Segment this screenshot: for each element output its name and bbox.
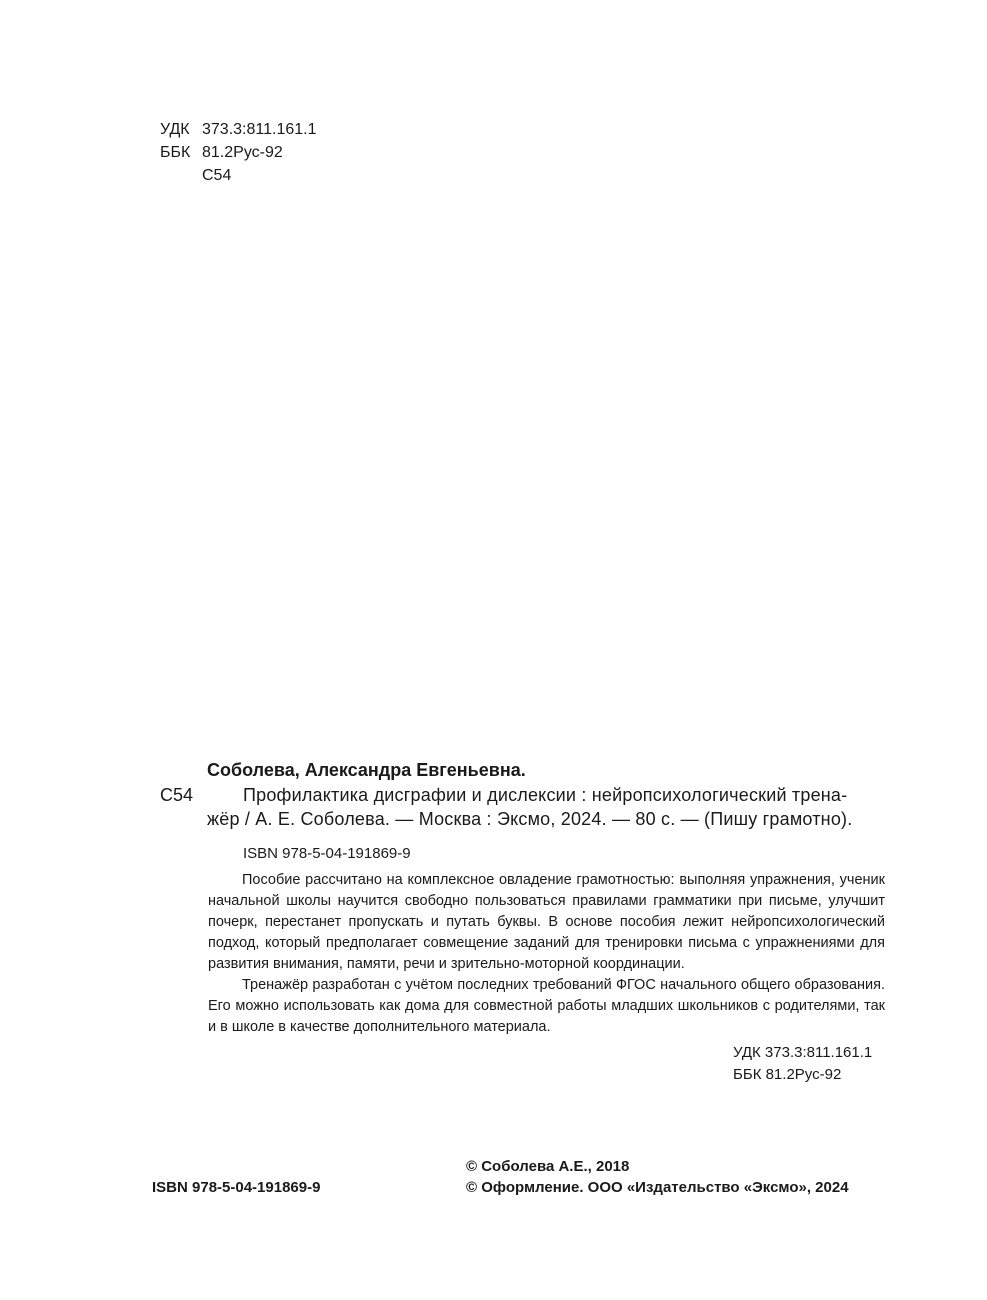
record-author: Соболева, Александра Евгеньевна. — [207, 760, 526, 780]
copyright-author: © Соболева А.Е., 2018 — [466, 1158, 630, 1175]
record-author-mark: С54 — [160, 785, 194, 805]
record-bbk: ББК 81.2Рус-92 — [733, 1066, 842, 1083]
annotation-paragraph-2: Тренажёр разработан с учётом последних требований ФГОС начального общего образования. Его можно использовать как дома для совместной работы младших школьников с родителями, так и в школе в качестве дополнительного материала. — [208, 977, 885, 1035]
record-title-line-2: жёр / А. Е. Соболева. — Москва : Эксмо, 2024. — 80 с. — (Пишу грамотно). — [207, 809, 853, 829]
record-annotation — [208, 870, 885, 1038]
record-title-line-1: Профилактика дисграфии и дислексии : нейропсихологический трена- — [243, 785, 848, 805]
record-udk: УДК 373.3:811.161.1 — [733, 1044, 873, 1061]
top-udk-value: 373.3:811.161.1 — [202, 121, 317, 138]
top-bbk-value: 81.2Рус-92 — [202, 144, 283, 161]
top-author-mark: С54 — [202, 167, 232, 184]
top-bbk-label: ББК — [160, 144, 191, 161]
bottom-isbn: ISBN 978-5-04-191869-9 — [152, 1179, 321, 1196]
top-udk-label: УДК — [160, 121, 190, 138]
copyright-design: © Оформление. ООО «Издательство «Эксмо», 2024 — [466, 1179, 849, 1196]
annotation-paragraph-1: Пособие рассчитано на комплексное овладение грамотностью: выполняя упражнения, ученик начальной школы научится свободно пользоваться правилами грамматики при письме, улучшит почерк, перестанет пропускать и путать буквы. В основе пособия лежит нейропсихологический подход, который предполагает совмещение заданий для тренировки письма с упражнениями для развития внимания, памяти, речи и зрительно-моторной координации. — [208, 872, 885, 972]
record-isbn: ISBN 978-5-04-191869-9 — [243, 845, 411, 862]
